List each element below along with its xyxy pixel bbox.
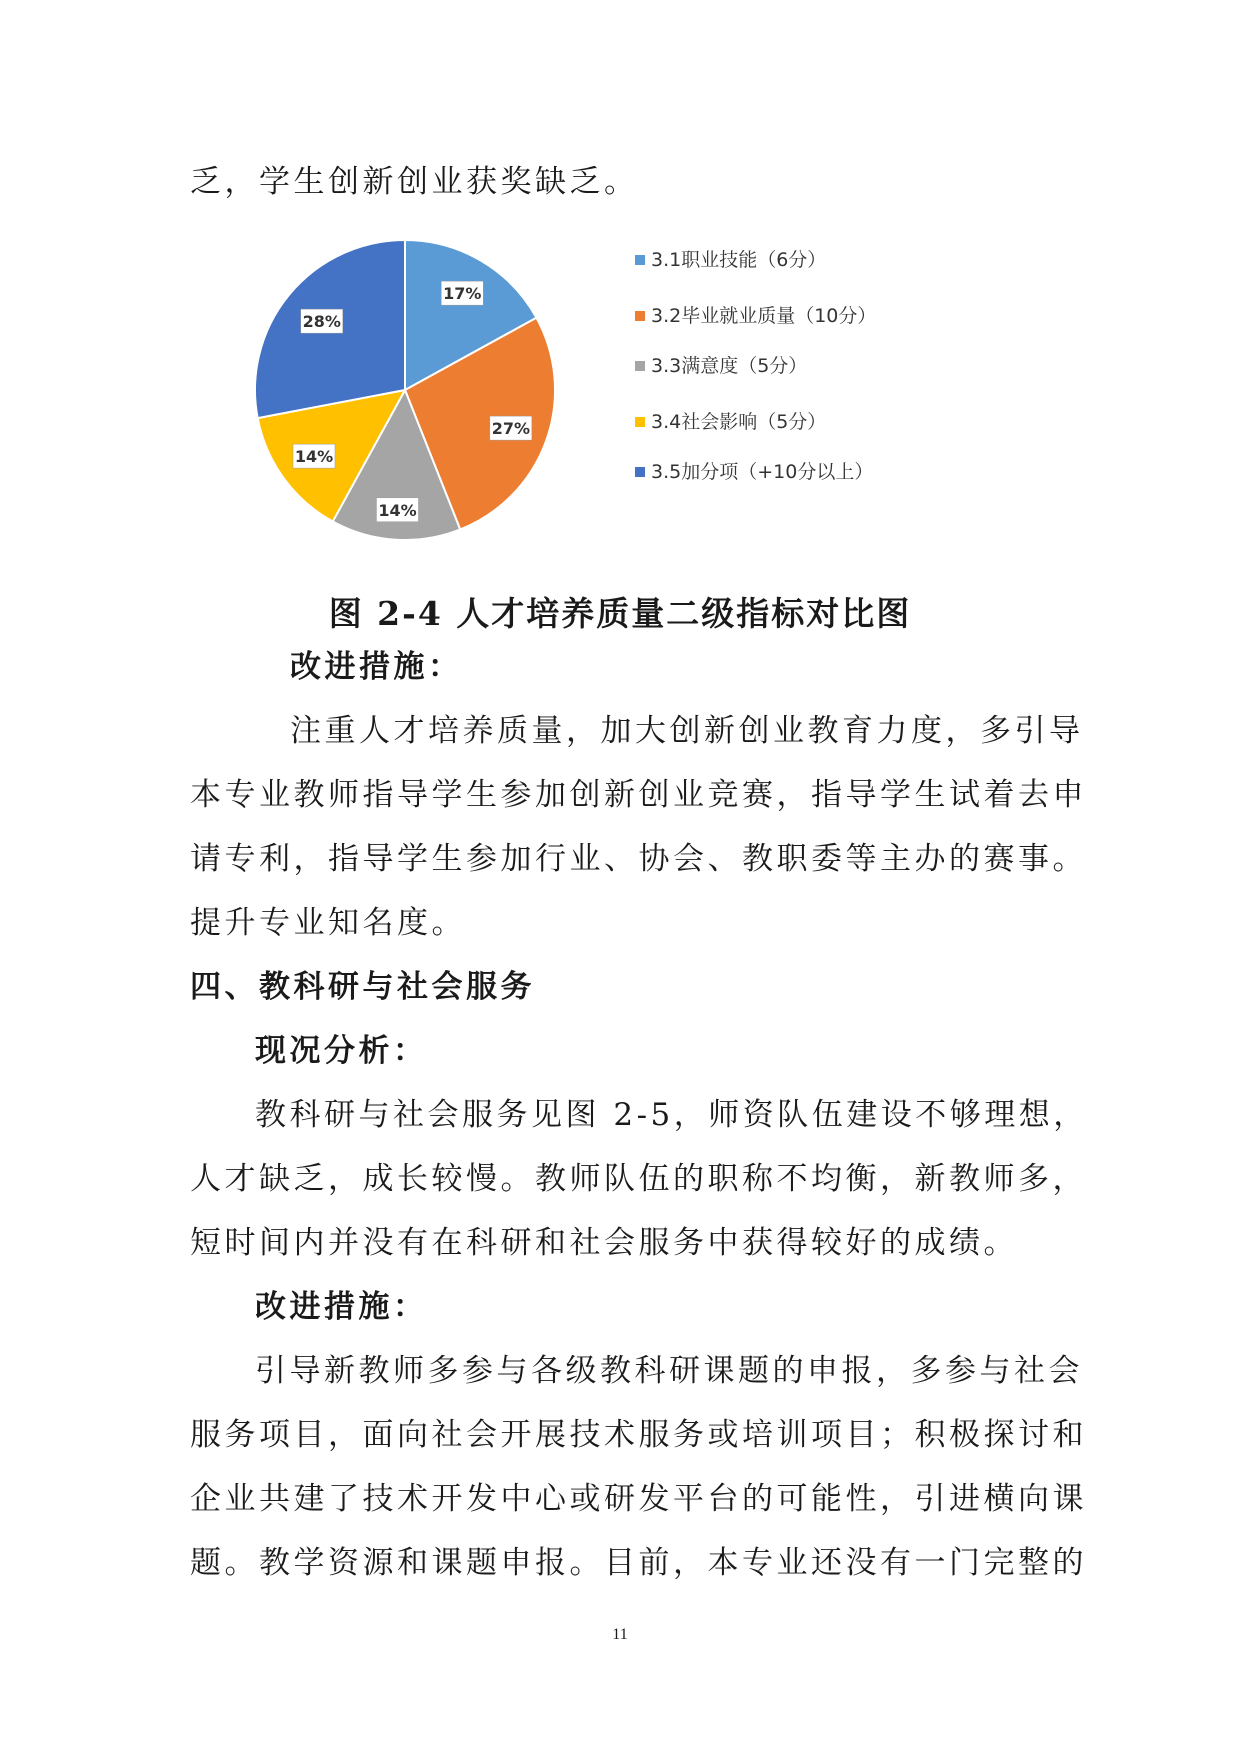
legend-swatch (635, 311, 645, 321)
legend-label: 3.3满意度（5分） (651, 355, 808, 377)
paragraph-line: 题。教学资源和课题申报。目前，本专业还没有一门完整的 (190, 1545, 1087, 1581)
paragraph-line: 注重人才培养质量，加大创新创业教育力度，多引导 (290, 713, 1084, 749)
paragraph-line: 本专业教师指导学生参加创新创业竞赛，指导学生试着去申 (190, 777, 1087, 813)
data-label-group (490, 416, 532, 440)
pie-chart (240, 228, 877, 558)
figure-caption: 图 2-4 人才培养质量二级指标对比图 (328, 594, 912, 633)
paragraph-line: 企业共建了技术开发中心或研发平台的可能性，引进横向课 (190, 1481, 1087, 1517)
data-label: 17% (443, 284, 482, 304)
data-label-group (293, 444, 335, 468)
legend-item (635, 460, 874, 484)
legend-item (635, 410, 870, 434)
paragraph-line: 提升专业知名度。 (190, 905, 466, 941)
legend-label: 3.1职业技能（6分） (651, 249, 827, 271)
data-label-group (441, 281, 483, 305)
paragraph-line: 服务项目，面向社会开展技术服务或培训项目；积极探讨和 (190, 1417, 1087, 1453)
paragraph-line: 请专利，指导学生参加行业、协会、教职委等主办的赛事。 (190, 841, 1087, 877)
legend-label: 3.2毕业就业质量（10分） (651, 305, 877, 327)
data-label-group (376, 498, 418, 522)
legend-item (635, 304, 877, 328)
legend-item (635, 248, 870, 272)
text-line-0: 乏，学生创新创业获奖缺乏。 (190, 164, 639, 200)
legend-swatch (635, 417, 645, 427)
legend-item (635, 354, 870, 378)
page-number: 11 (612, 1626, 628, 1643)
paragraph-line: 教科研与社会服务见图 2-5，师资队伍建设不够理想， (255, 1097, 1088, 1133)
legend-label: 3.4社会影响（5分） (651, 411, 827, 433)
pie-chart-svg (240, 228, 560, 558)
data-label-group (301, 309, 343, 333)
data-label: 28% (302, 312, 341, 332)
legend-swatch (635, 467, 645, 477)
heading-improvement-2: 改进措施： (255, 1289, 428, 1325)
legend-swatch (635, 255, 645, 265)
data-label: 14% (294, 447, 334, 467)
section-heading-4: 四、教科研与社会服务 (190, 969, 535, 1005)
data-label: 14% (378, 500, 417, 520)
data-label: 27% (491, 419, 530, 439)
heading-situation-analysis: 现况分析： (255, 1033, 428, 1069)
paragraph-line: 引导新教师多参与各级教科研课题的申报，多参与社会 (255, 1353, 1083, 1389)
legend-label: 3.5加分项（+10分以上） (651, 461, 874, 483)
paragraph-line: 人才缺乏，成长较慢。教师队伍的职称不均衡，新教师多， (190, 1161, 1087, 1197)
legend-swatch (635, 361, 645, 371)
heading-improvement-1: 改进措施： (290, 649, 463, 685)
paragraph-line: 短时间内并没有在科研和社会服务中获得较好的成绩。 (190, 1225, 1018, 1261)
